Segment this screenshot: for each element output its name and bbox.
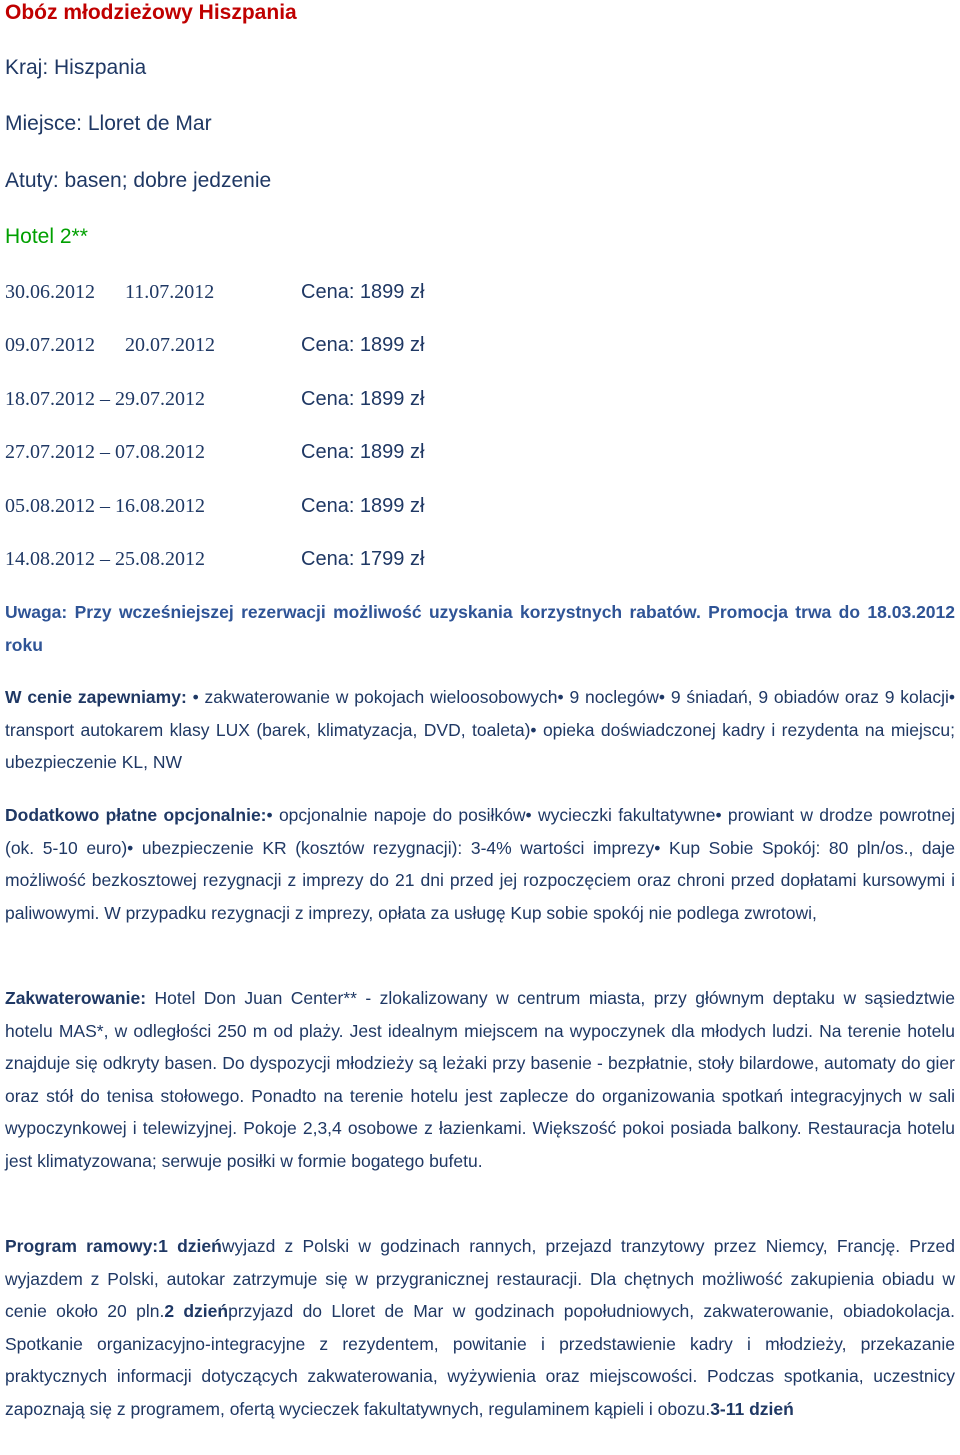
promo-notice: Uwaga: Przy wcześniejszej rezerwacji możliwość uzyskania korzystnych rabatów. Promocja trwa do 18.03.2012 roku: [5, 602, 955, 655]
page-title: Obóz młodzieżowy Hiszpania: [5, 1, 297, 24]
term-row: [5, 386, 424, 412]
term-row: [5, 439, 424, 465]
extras-text: • opcjonalnie napoje do posiłków• wycieczki fakultatywne• prowiant w drodze powrotnej (ok. 5-10 euro)• ubezpieczenie KR (kosztów rezygnacji): 3-4% wartości imprezy• Kup Sobie Spokój: 80 pln/os., daje możliwość bezkosztowej rezygnacji z imprezy do 21 dni przed jej rozpoczęciem oraz chroni przed dopłatami kursowymi i paliwowymi. W przypadku rezygnacji z imprezy, opłata za usługę Kup sobie spokój nie podlega zwrotowi,: [5, 805, 955, 923]
program-day2-label: 2 dzień: [164, 1301, 229, 1321]
term-row: [5, 332, 424, 358]
term-dates: 09.07.2012 20.07.2012: [5, 334, 215, 356]
accommodation-label: Zakwaterowanie:: [5, 988, 147, 1008]
term-price: Cena: 1899 zł: [301, 281, 425, 303]
term-price: Cena: 1899 zł: [301, 334, 425, 356]
included-text: • zakwaterowanie w pokojach wieloosobowych• 9 noclegów• 9 śniadań, 9 obiadów oraz 9 kolacji• transport autokarem klasy LUX (barek, klimatyzacja, DVD, toaleta)• opieka doświadczonej kadry i rezydenta na miejscu; ubezpieczenie KL, NW: [5, 687, 955, 772]
term-dates: 18.07.2012 – 29.07.2012: [5, 388, 205, 410]
term-dates: 27.07.2012 – 07.08.2012: [5, 441, 205, 463]
term-dates: 30.06.2012 11.07.2012: [5, 281, 215, 303]
assets-line: Atuty: basen; dobre jedzenie: [5, 169, 272, 192]
included-label: W cenie zapewniamy:: [5, 687, 187, 707]
term-dates: 14.08.2012 – 25.08.2012: [5, 548, 205, 570]
program-day3-label: 3-11 dzień: [710, 1398, 794, 1419]
country-line: Kraj: Hiszpania: [5, 56, 147, 79]
extras-section: [5, 799, 955, 929]
program-label: Program ramowy:1 dzień: [5, 1236, 222, 1256]
included-section: [5, 681, 955, 779]
program-section: [5, 1230, 955, 1425]
term-price: Cena: 1899 zł: [301, 388, 425, 410]
term-row: [5, 279, 424, 305]
place-line: Miejsce: Lloret de Mar: [5, 112, 212, 135]
term-price: Cena: 1899 zł: [301, 441, 425, 463]
term-row: [5, 493, 424, 519]
term-price: Cena: 1899 zł: [301, 495, 425, 517]
hotel-heading: Hotel 2**: [5, 225, 88, 248]
term-price: Cena: 1799 zł: [301, 548, 425, 570]
program-text-day1: wyjazd z Polski w godzinach rannych, przejazd tranzytowy przez Niemcy, Francję. Przed wyjazdem z Polski, autokar zatrzymuje się w przygranicznej restauracji. Dla chętnych możliwość zakupienia obiadu w cenie około 20 pln.: [5, 1236, 955, 1321]
accommodation-section: [5, 982, 955, 1177]
extras-label: Dodatkowo płatne opcjonalnie:: [5, 805, 267, 825]
program-text-day2: przyjazd do Lloret de Mar w godzinach popołudniowych, zakwaterowanie, obiadokolacja. Spotkanie organizacyjno-integracyjne z rezydentem, powitanie i przedstawienie kadry i młodzieży, przekazanie praktycznych informacji dotyczących zakwaterowania, wyżywienia oraz miejscowości. Podczas spotkania, uczestnicy zapoznają się z programem, ofertą wycieczek fakultatywnych, regulaminem kąpieli i obozu.: [5, 1301, 955, 1419]
term-row: [5, 546, 424, 572]
accommodation-text: Hotel Don Juan Center** - zlokalizowany w centrum miasta, przy głównym deptaku w sąsiedztwie hotelu MAS*, w odległości 250 m od plaży. Jest idealnym miejscem na wypoczynek dla młodych ludzi. Na terenie hotelu znajduje się odkryty basen. Do dyspozycji młodzieży są leżaki przy basenie - bezpłatnie, stoły bilardowe, automaty do gier oraz stół do tenisa stołowego. Ponadto na terenie hotelu jest zaplecze do organizowania spotkań integracyjnych w sali wypoczynkowej i telewizyjnej. Pokoje 2,3,4 osobowe z łazienkami. Większość pokoi posiada balkony. Restauracja hotelu jest klimatyzowana; serwuje posiłki w formie bogatego bufetu.: [5, 988, 955, 1171]
term-dates: 05.08.2012 – 16.08.2012: [5, 495, 205, 517]
